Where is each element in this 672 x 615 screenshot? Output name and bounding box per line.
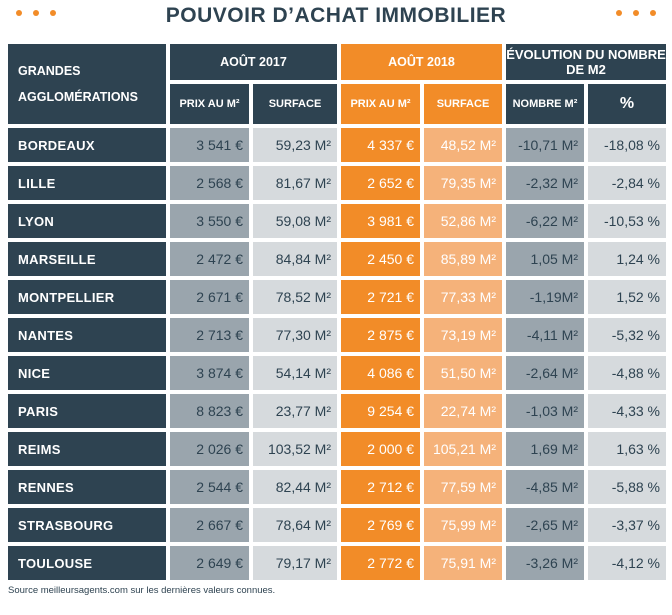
table-cell-evolution-percent: -4,12 %: [588, 546, 666, 580]
table-cell-price-2018: 4 086 €: [341, 356, 420, 390]
table-cell-price-2018: 2 772 €: [341, 546, 420, 580]
header-city: GRANDES AGGLOMÉRATIONS: [8, 44, 166, 124]
header-aout-2018: AOÛT 2018: [341, 44, 502, 80]
table-cell-evolution-m2: -1,19M²: [506, 280, 584, 314]
table-cell-price-2017: 2 026 €: [170, 432, 249, 466]
table-cell-price-2017: 3 550 €: [170, 204, 249, 238]
table-cell-surface-2017: 103,52 M²: [253, 432, 337, 466]
table-cell-surface-2018: 52,86 M²: [424, 204, 502, 238]
table-cell-city-name: PARIS: [8, 394, 166, 428]
table-cell-city-name: TOULOUSE: [8, 546, 166, 580]
table-cell-surface-2018: 105,21 M²: [424, 432, 502, 466]
table-cell-price-2017: 3 874 €: [170, 356, 249, 390]
table-cell-evolution-percent: -5,88 %: [588, 470, 666, 504]
table-cell-price-2018: 2 769 €: [341, 508, 420, 542]
table-cell-evolution-percent: 1,63 %: [588, 432, 666, 466]
table-cell-price-2017: 3 541 €: [170, 128, 249, 162]
table-cell-surface-2018: 77,33 M²: [424, 280, 502, 314]
table-cell-city-name: RENNES: [8, 470, 166, 504]
table-cell-surface-2018: 22,74 M²: [424, 394, 502, 428]
table-cell-price-2017: 8 823 €: [170, 394, 249, 428]
table-cell-price-2018: 2 000 €: [341, 432, 420, 466]
subheader-price-2018: PRIX AU M²: [341, 84, 420, 124]
table-cell-evolution-m2: -2,32 M²: [506, 166, 584, 200]
table-cell-evolution-m2: -4,11 M²: [506, 318, 584, 352]
table-cell-surface-2017: 77,30 M²: [253, 318, 337, 352]
table-cell-price-2017: 2 671 €: [170, 280, 249, 314]
table-cell-city-name: NICE: [8, 356, 166, 390]
table-cell-price-2018: 2 652 €: [341, 166, 420, 200]
table-cell-evolution-m2: -2,65 M²: [506, 508, 584, 542]
table-cell-evolution-percent: -4,88 %: [588, 356, 666, 390]
table-cell-price-2017: 2 472 €: [170, 242, 249, 276]
table-cell-price-2018: 2 712 €: [341, 470, 420, 504]
subheader-nombre: NOMBRE M²: [506, 84, 584, 124]
table-cell-evolution-m2: 1,05 M²: [506, 242, 584, 276]
table-cell-city-name: LILLE: [8, 166, 166, 200]
table-cell-surface-2017: 82,44 M²: [253, 470, 337, 504]
table-cell-evolution-m2: -10,71 M²: [506, 128, 584, 162]
table-cell-surface-2017: 79,17 M²: [253, 546, 337, 580]
table-cell-surface-2017: 54,14 M²: [253, 356, 337, 390]
data-table: [8, 44, 666, 580]
table-cell-surface-2018: 85,89 M²: [424, 242, 502, 276]
header-aout-2017: AOÛT 2017: [170, 44, 337, 80]
table-cell-surface-2017: 23,77 M²: [253, 394, 337, 428]
table-cell-surface-2018: 75,91 M²: [424, 546, 502, 580]
table-cell-evolution-percent: 1,24 %: [588, 242, 666, 276]
table-cell-evolution-m2: -3,26 M²: [506, 546, 584, 580]
table-cell-city-name: REIMS: [8, 432, 166, 466]
page-title: POUVOIR D’ACHAT IMMOBILIER: [165, 4, 507, 27]
table-cell-evolution-percent: -4,33 %: [588, 394, 666, 428]
table-cell-city-name: MARSEILLE: [8, 242, 166, 276]
table-cell-surface-2017: 59,23 M²: [253, 128, 337, 162]
table-cell-surface-2017: 84,84 M²: [253, 242, 337, 276]
table-cell-evolution-percent: -5,32 %: [588, 318, 666, 352]
subheader-price-2017: PRIX AU M²: [170, 84, 249, 124]
table-cell-price-2017: 2 649 €: [170, 546, 249, 580]
table-cell-surface-2018: 51,50 M²: [424, 356, 502, 390]
table-cell-evolution-m2: -6,22 M²: [506, 204, 584, 238]
table-cell-evolution-m2: -2,64 M²: [506, 356, 584, 390]
source-note: Source meilleursagents.com sur les dernières valeurs connues.: [8, 585, 276, 596]
header-evolution: ÉVOLUTION DU NOMBRE DE M2: [506, 44, 666, 80]
table-cell-evolution-m2: -1,03 M²: [506, 394, 584, 428]
table-cell-evolution-percent: -18,08 %: [588, 128, 666, 162]
table-cell-price-2017: 2 568 €: [170, 166, 249, 200]
table-cell-price-2018: 2 450 €: [341, 242, 420, 276]
table-cell-surface-2018: 75,99 M²: [424, 508, 502, 542]
table-cell-evolution-percent: -2,84 %: [588, 166, 666, 200]
table-cell-price-2018: 9 254 €: [341, 394, 420, 428]
table-cell-surface-2017: 78,52 M²: [253, 280, 337, 314]
table-cell-evolution-m2: -4,85 M²: [506, 470, 584, 504]
table-cell-city-name: MONTPELLIER: [8, 280, 166, 314]
table-cell-evolution-percent: -3,37 %: [588, 508, 666, 542]
subheader-percent: %: [588, 84, 666, 124]
subheader-surface-2018: SURFACE: [424, 84, 502, 124]
table-cell-surface-2017: 78,64 M²: [253, 508, 337, 542]
table-cell-price-2017: 2 667 €: [170, 508, 249, 542]
table-cell-surface-2018: 79,35 M²: [424, 166, 502, 200]
table-cell-price-2017: 2 544 €: [170, 470, 249, 504]
table-cell-city-name: STRASBOURG: [8, 508, 166, 542]
table-cell-city-name: NANTES: [8, 318, 166, 352]
table-cell-price-2017: 2 713 €: [170, 318, 249, 352]
table-cell-surface-2018: 48,52 M²: [424, 128, 502, 162]
table-cell-city-name: BORDEAUX: [8, 128, 166, 162]
table-cell-city-name: LYON: [8, 204, 166, 238]
table-cell-price-2018: 4 337 €: [341, 128, 420, 162]
table-cell-surface-2017: 81,67 M²: [253, 166, 337, 200]
table-cell-surface-2017: 59,08 M²: [253, 204, 337, 238]
table-cell-price-2018: 2 721 €: [341, 280, 420, 314]
table-cell-evolution-percent: 1,52 %: [588, 280, 666, 314]
table-cell-evolution-m2: 1,69 M²: [506, 432, 584, 466]
table-cell-surface-2018: 73,19 M²: [424, 318, 502, 352]
subheader-surface-2017: SURFACE: [253, 84, 337, 124]
table-cell-price-2018: 3 981 €: [341, 204, 420, 238]
table-cell-evolution-percent: -10,53 %: [588, 204, 666, 238]
table-cell-surface-2018: 77,59 M²: [424, 470, 502, 504]
table-cell-price-2018: 2 875 €: [341, 318, 420, 352]
